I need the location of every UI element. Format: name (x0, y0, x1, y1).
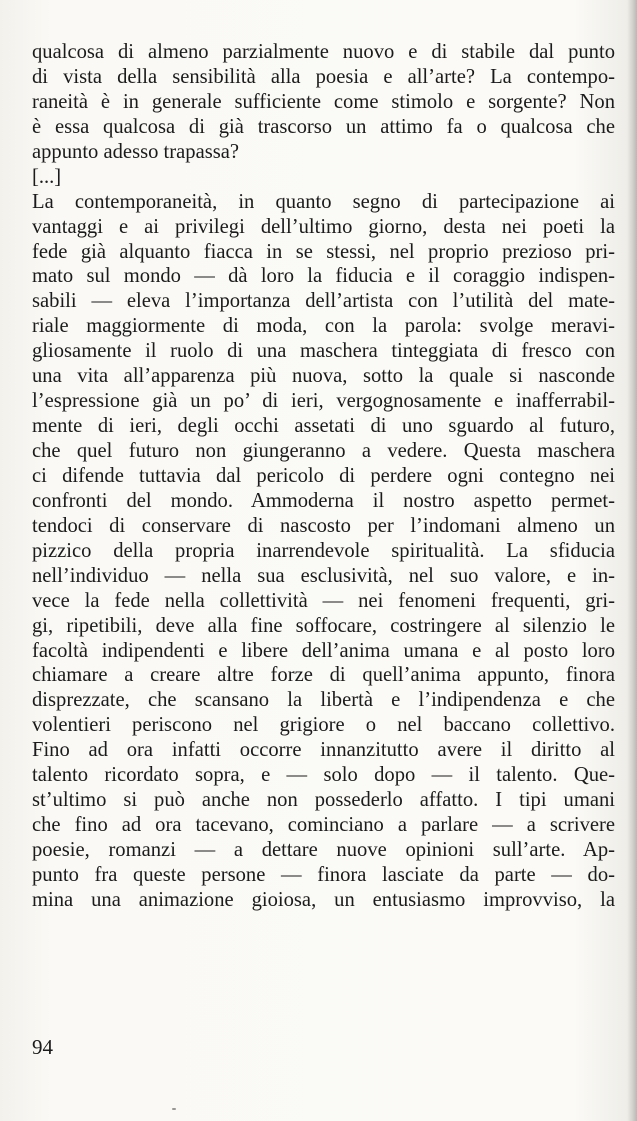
text-line: Fino ad ora infatti occorre innanzitutto avere il diritto al (32, 739, 615, 762)
text-line: disprezzate, che scansano la libertà e l’indipendenza e che (32, 689, 615, 712)
text-line: volentieri periscono nel grigiore o nel baccano collettivo. (32, 714, 615, 737)
text-line: raneità è in generale sufficiente come stimolo e sorgente? Non (32, 90, 615, 113)
text-line: mente di ieri, degli occhi assetati di uno sguardo al futuro, (32, 415, 615, 438)
text-line: st’ultimo si può anche non possederlo affatto. I tipi umani (32, 789, 615, 812)
text-line: talento ricordato sopra, e — solo dopo — il talento. Que- (32, 764, 615, 787)
text-line: La contemporaneità, in quanto segno di partecipazione ai (32, 190, 615, 213)
text-line: appunto adesso trapassa? (32, 140, 240, 163)
text-line: mina una animazione gioiosa, un entusiasmo improvviso, la (32, 888, 615, 911)
text-line: vantaggi e ai privilegi dell’ultimo giorno, desta nei poeti la (32, 215, 615, 238)
text-line: qualcosa di almeno parzialmente nuovo e di stabile dal punto (32, 41, 615, 63)
text-line: vece la fede nella collettività — nei fenomeni frequenti, gri- (32, 589, 615, 612)
page-edge-shadow (627, 0, 637, 1121)
text-line: tendoci di conservare di nascosto per l’indomani almeno un (32, 514, 615, 537)
text-line: mato sul mondo — dà loro la fiducia e il coraggio indispen- (32, 265, 615, 288)
text-line: punto fra queste persone — finora lasciate da parte — do- (32, 863, 615, 886)
text-line: una vita all’apparenza più nuova, sotto la quale si nasconde (32, 365, 615, 388)
ellipsis-marker: [...] (32, 165, 62, 188)
text-line: che fino ad ora tacevano, cominciano a parlare — a scrivere (32, 814, 615, 837)
text-line: fede già alquanto fiacca in se stessi, nel proprio prezioso pri- (32, 240, 615, 263)
text-line: poesie, romanzi — a dettare nuove opinioni sull’arte. Ap- (32, 839, 615, 861)
text-line: nell’individuo — nella sua esclusività, nel suo valore, e in- (32, 564, 615, 587)
page-number: 94 (32, 1035, 53, 1059)
text-line: riale maggiormente di moda, con la parola: svolge meravi- (32, 315, 615, 338)
text-line: pizzico della propria inarrendevole spiritualità. La sfiducia (32, 539, 615, 562)
text-line: ci difende tuttavia dal pericolo di perdere ogni contegno nei (32, 464, 615, 487)
text-line: di vista della sensibilità alla poesia e all’arte? La contempo- (32, 65, 615, 88)
text-line: sabili — eleva l’importanza dell’artista con l’utilità del mate- (32, 290, 615, 313)
text-line: chiamare a creare altre forze di quell’anima appunto, finora (32, 664, 615, 687)
text-line: gi, ripetibili, deve alla fine soffocare, costringere al silenzio le (32, 614, 615, 637)
text-line: l’espressione già un po’ di ieri, vergognosamente e inafferrabil- (32, 390, 615, 413)
text-line: è essa qualcosa di già trascorso un attimo fa o qualcosa che (32, 115, 615, 138)
text-line: facoltà indipendenti e libere dell’anima umana e al posto loro (32, 639, 615, 662)
paper-speck (172, 1108, 176, 1110)
body-text (32, 40, 615, 913)
text-line: che quel futuro non giungeranno a vedere. Questa maschera (32, 440, 615, 462)
text-line: gliosamente il ruolo di una maschera tinteggiata di fresco con (32, 340, 615, 363)
text-line: confronti del mondo. Ammoderna il nostro aspetto permet- (32, 489, 615, 512)
